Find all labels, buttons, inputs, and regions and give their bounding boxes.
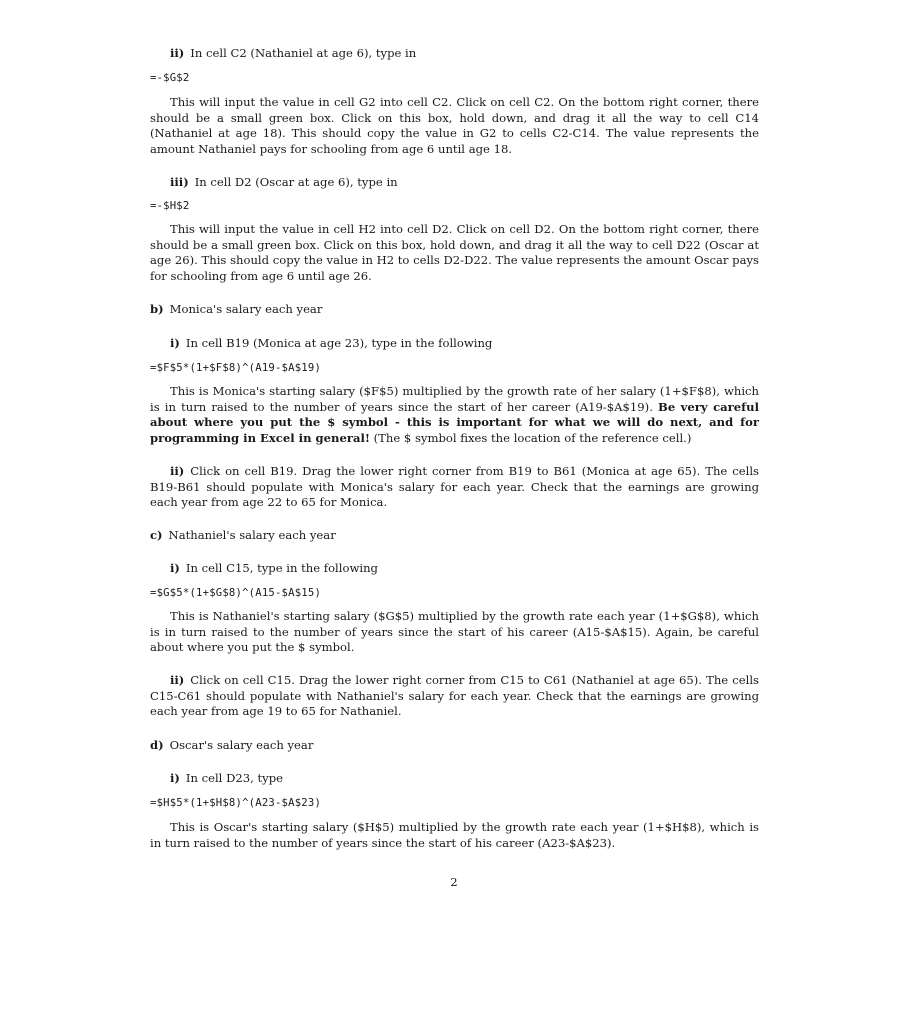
step-text: In cell D23, type [185, 771, 283, 785]
step-b-i [170, 336, 492, 352]
formula-b-i: =$F$5*(1+$F$8)^(A19-$A$19) [150, 362, 322, 374]
paragraph-text: This is Nathaniel's starting salary ($G$5) multiplied by the growth rate each year (1+$G$8), which is in turn raised to the number of years since the start of his career (A15-$A$15). Again, be careful about where you put the $ symbol. [150, 609, 759, 655]
paragraph-a-iii [150, 222, 759, 284]
section-d-heading [150, 738, 313, 754]
step-a-ii [170, 46, 416, 62]
step-c-i [170, 561, 378, 577]
step-text: In cell D2 (Oscar at age 6), type in [194, 175, 398, 189]
step-label: iii) [170, 175, 189, 189]
section-title: Nathaniel's salary each year [168, 528, 336, 542]
paragraph-text: This will input the value in cell G2 into cell C2. Click on cell C2. On the bottom right corner, there should be a small green box. Click on this box, hold down, and drag it all the way to cell C14 (Nathaniel at age 18). This should copy the value in G2 to cells C2-C14. The value represents the amount Nathaniel pays for schooling from age 6 until age 18. [150, 95, 759, 156]
paragraph-text: Click on cell C15. Drag the lower right corner from C15 to C61 (Nathaniel at age 65). The cells C15-C61 should populate with Nathaniel's salary for each year. Check that the earnings are growing each year from age 19 to 65 for Nathaniel. [150, 673, 759, 719]
formula-a-ii: =-$G$2 [150, 72, 190, 84]
paragraph-a-ii [150, 95, 759, 157]
formula-c-i: =$G$5*(1+$G$8)^(A15-$A$15) [150, 587, 322, 599]
step-label: ii) [170, 46, 185, 60]
section-label: c) [150, 528, 163, 542]
paragraph-warning: Be very careful about where you put the $ symbol - this is important for what we will do next, and for programming in Excel in general! [150, 399, 759, 445]
paragraph-c-i [150, 609, 759, 656]
step-d-i [170, 771, 283, 787]
paragraph-text: This is Monica's starting salary ($F$5) multiplied by the growth rate of her salary (1+$F$8), which is in turn raised to the number of years since the start of her career (A19-$A$19). [150, 384, 759, 414]
step-label: ii) [170, 464, 185, 478]
paragraph-b-ii [150, 464, 759, 511]
formula-a-iii: =-$H$2 [150, 200, 190, 212]
paragraph-text: This will input the value in cell H2 into cell D2. Click on cell D2. On the bottom right corner, there should be a small green box. Click on this box, hold down, and drag it all the way to cell D22 (Oscar at age 26). This should copy the value in H2 to cells D2-D22. The value represents the amount Oscar pays for schooling from age 6 until age 26. [150, 222, 759, 283]
step-text: In cell C2 (Nathaniel at age 6), type in [190, 46, 417, 60]
section-label: b) [150, 302, 164, 316]
paragraph-d-i [150, 820, 759, 851]
section-b-heading [150, 302, 322, 318]
step-text: In cell B19 (Monica at age 23), type in the following [185, 336, 493, 350]
step-text: In cell C15, type in the following [185, 561, 378, 575]
step-label: ii) [170, 673, 185, 687]
section-title: Monica's salary each year [169, 302, 323, 316]
step-label: i) [170, 561, 180, 575]
step-label: i) [170, 336, 180, 350]
paragraph-text: This is Oscar's starting salary ($H$5) multiplied by the growth rate each year (1+$H$8), which is in turn raised to the number of years since the start of his career (A23-$A$23). [150, 820, 759, 850]
paragraph-text: Click on cell B19. Drag the lower right corner from B19 to B61 (Monica at age 65). The cells B19-B61 should populate with Monica's salary for each year. Check that the earnings are growing each year from age 22 to 65 for Monica. [150, 464, 759, 510]
page-number: 2 [450, 875, 458, 889]
section-c-heading [150, 528, 336, 544]
paragraph-c-ii [150, 673, 759, 720]
section-title: Oscar's salary each year [169, 738, 314, 752]
formula-d-i: =$H$5*(1+$H$8)^(A23-$A$23) [150, 797, 322, 809]
paragraph-text-end: (The $ symbol fixes the location of the reference cell.) [369, 430, 692, 445]
section-label: d) [150, 738, 164, 752]
paragraph-b-i [150, 384, 759, 446]
step-label: i) [170, 771, 180, 785]
step-a-iii [170, 175, 398, 191]
